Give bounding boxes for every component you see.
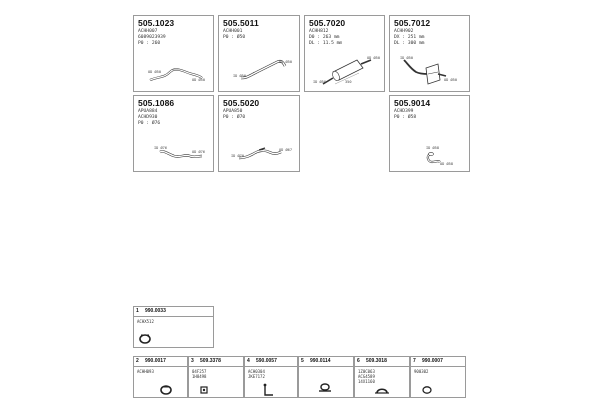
part-number: 509.3018 [366,358,387,364]
dimension-label: 350 [345,80,352,84]
exhaust-pipe-drawing [219,16,301,93]
ref-code: 04F257 [192,369,207,374]
ref-code: ACHH001 [223,29,243,34]
accessory-part-5[interactable] [298,356,354,398]
spec-text: DX : 251 mm [394,35,425,40]
dimension-label: ID Ø58 [426,146,439,150]
dimension-label: OD Ø50 [192,78,205,82]
dimension-label: OD Ø67 [279,148,292,152]
part-number: 505.7020 [309,18,346,28]
exhaust-pipe-drawing [390,96,471,173]
part-number: 990.0033 [145,308,166,314]
part-number: 505.5020 [223,98,260,108]
clamp-icon [134,357,189,399]
accessory-part-6[interactable] [354,356,410,398]
dimension-label: ID Ø76 [154,146,167,150]
dimension-label: OD Ø50 [279,60,292,64]
ref-code: ACHX512 [137,319,154,324]
ref-code: APUA884 [138,109,158,114]
part-number: 990.0114 [310,358,331,364]
catalog-card-505-1023[interactable] [133,15,214,92]
accessory-part-3[interactable] [188,356,244,398]
part-number: 505.1086 [138,98,175,108]
catalog-card-505-9014[interactable] [389,95,470,172]
clamp-icon [355,357,411,399]
dimension-label: OD Ø50 [444,78,457,82]
ref-code: ACHH812 [309,29,329,34]
dimension-label: ID Ø50 [233,74,246,78]
spec-text: P0 : 260 [138,41,161,46]
ref-code: ACHH902 [394,29,414,34]
catalog-card-505-5020[interactable] [218,95,300,172]
part-index: 7 [413,358,416,364]
part-index: 6 [357,358,360,364]
clamp-icon [299,357,355,399]
dimension-label: OD Ø50 [367,56,380,60]
part-number: 505.9014 [394,98,431,108]
spec-text: P0 : Ø50 [223,35,246,40]
part-number: 509.3378 [200,358,221,364]
spec-text: P0 : Ø70 [223,115,246,120]
ref-code: APUA850 [223,109,243,114]
accessory-part-4[interactable] [244,356,298,398]
dimension-label: OD Ø58 [440,162,453,166]
accessory-part-1[interactable] [133,306,214,348]
muffler-drawing [390,16,471,93]
ref-code: 900302 [414,369,429,374]
bracket-icon [189,357,245,399]
ref-code: ACG4589 [358,374,375,379]
part-index: 1 [136,308,139,314]
ref-code: 6089023939 [138,35,166,40]
dimension-label: ID Ø70 [231,154,244,158]
accessory-part-7[interactable] [410,356,466,398]
dimension-label: OD Ø50 [148,70,161,74]
part-index: 5 [301,358,304,364]
hanger-icon [245,357,299,399]
catalog-card-505-7012[interactable] [389,15,470,92]
part-index: 4 [247,358,250,364]
part-number: 590.0057 [256,358,277,364]
catalog-card-505-7020[interactable] [304,15,385,92]
accessory-part-2[interactable] [133,356,188,398]
ref-code: ACHH093 [137,369,154,374]
part-number: 505.5011 [223,18,259,28]
ref-code: 14X1160 [358,379,375,384]
part-number: 990.0017 [145,358,166,364]
ref-code: ACH0304 [248,369,265,374]
ref-code: 1Z0C063 [358,369,375,374]
part-number: 990.0007 [422,358,443,364]
dimension-label: ID Ø50 [400,56,413,60]
dimension-label: ID Ø50 [313,80,326,84]
ref-code: JKE7172 [248,374,265,379]
spec-text: P0 : Ø58 [394,115,417,120]
gasket-icon [411,357,467,399]
part-number: 505.7012 [394,18,431,28]
exhaust-pipe-drawing [134,96,215,173]
dimension-label: OD Ø76 [192,150,205,154]
catalog-card-505-1086[interactable] [133,95,214,172]
clamp-icon [134,307,215,349]
ref-code: ACHD930 [138,115,158,120]
part-index: 2 [136,358,139,364]
spec-text: D0 : 263 mm [309,35,340,40]
ref-code: 1H8498 [192,374,207,379]
spec-text: P0 : Ø76 [138,121,161,126]
part-index: 3 [191,358,194,364]
ref-code: ACHH007 [138,29,158,34]
part-number: 505.1023 [138,18,175,28]
ref-code: ACHD399 [394,109,414,114]
catalog-card-505-5011[interactable] [218,15,300,92]
spec-text: DL : 300 mm [394,41,425,46]
spec-text: DL : 11.5 mm [309,41,343,46]
exhaust-pipe-drawing [219,96,301,173]
